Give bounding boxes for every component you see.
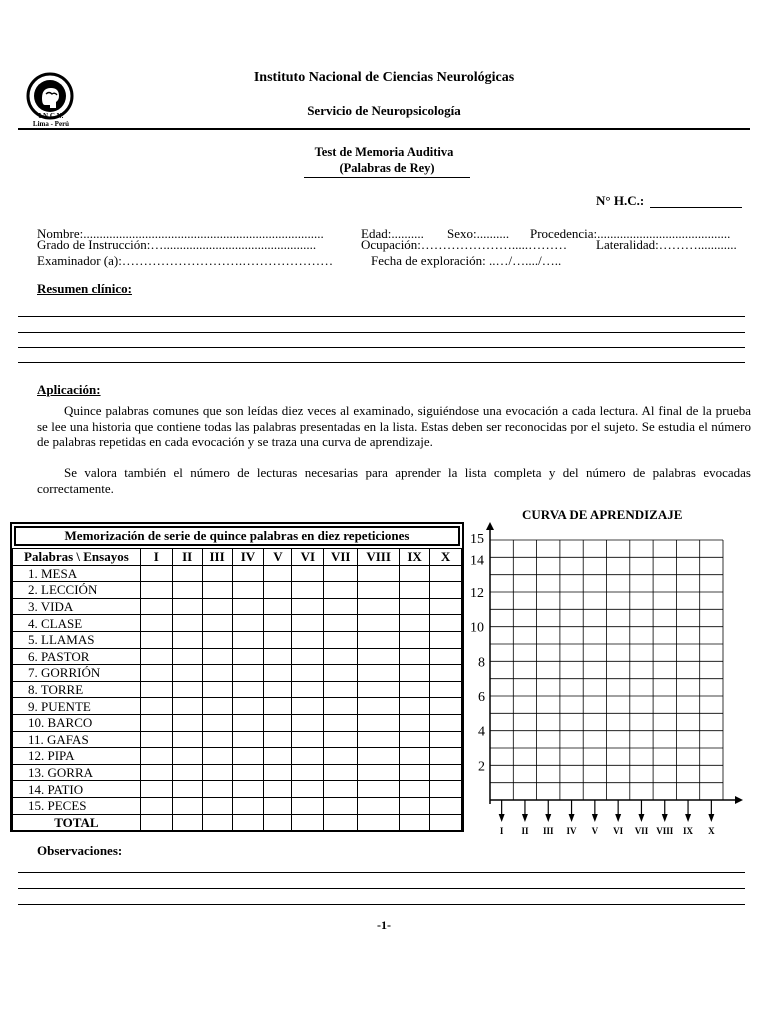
- aplicacion-paragraph-1: [37, 403, 751, 450]
- score-cell[interactable]: [400, 582, 430, 599]
- score-cell[interactable]: [430, 665, 462, 682]
- score-cell[interactable]: [232, 565, 264, 582]
- table-row: [13, 582, 462, 599]
- edad-field[interactable]: Edad:..........: [361, 226, 424, 241]
- score-cell[interactable]: [172, 781, 202, 798]
- score-cell[interactable]: [264, 814, 292, 831]
- score-cell[interactable]: [140, 665, 172, 682]
- x-tick-arrowhead: [638, 814, 644, 822]
- score-cell[interactable]: [324, 598, 358, 615]
- table-header-row: [13, 549, 462, 566]
- score-cell[interactable]: [400, 698, 430, 715]
- ocupacion-field[interactable]: Ocupación:………………….....………: [361, 237, 568, 252]
- score-cell[interactable]: [172, 582, 202, 599]
- hc-field[interactable]: [650, 207, 742, 208]
- y-tick-label: 6: [478, 690, 485, 705]
- score-cell[interactable]: [264, 731, 292, 748]
- score-cell[interactable]: [264, 598, 292, 615]
- score-cell[interactable]: [358, 764, 400, 781]
- score-cell[interactable]: [140, 598, 172, 615]
- score-cell[interactable]: [292, 681, 324, 698]
- score-cell[interactable]: [292, 731, 324, 748]
- score-cell[interactable]: [358, 565, 400, 582]
- word-label: 14. PATIO: [13, 781, 141, 798]
- x-tick-arrowhead: [662, 814, 668, 822]
- resumen-line[interactable]: [18, 332, 745, 333]
- x-tick-label: VII: [634, 826, 649, 836]
- x-tick-arrowhead: [592, 814, 598, 822]
- x-tick-label: VIII: [656, 826, 674, 836]
- score-cell[interactable]: [232, 714, 264, 731]
- word-label: 11. GAFAS: [13, 731, 141, 748]
- score-cell[interactable]: [232, 748, 264, 765]
- score-cell[interactable]: [358, 615, 400, 632]
- score-cell[interactable]: [292, 781, 324, 798]
- score-cell[interactable]: [400, 598, 430, 615]
- x-tick-arrowhead: [499, 814, 505, 822]
- word-label: 12. PIPA: [13, 748, 141, 765]
- score-cell[interactable]: [140, 615, 172, 632]
- word-label: 4. CLASE: [13, 615, 141, 632]
- word-label: 3. VIDA: [13, 598, 141, 615]
- procedencia-field[interactable]: Procedencia:.........................................: [530, 226, 731, 241]
- score-cell[interactable]: [292, 764, 324, 781]
- score-cell[interactable]: [264, 631, 292, 648]
- score-cell[interactable]: [430, 748, 462, 765]
- table-row: [13, 714, 462, 731]
- observaciones-line[interactable]: [18, 888, 745, 889]
- memorization-grid: [12, 548, 462, 831]
- trial-header: VI: [292, 549, 324, 566]
- score-cell[interactable]: [292, 748, 324, 765]
- score-cell[interactable]: [232, 814, 264, 831]
- hc-label: N° H.C.:: [596, 193, 645, 208]
- score-cell[interactable]: [430, 615, 462, 632]
- score-cell[interactable]: [264, 615, 292, 632]
- score-cell[interactable]: [232, 698, 264, 715]
- resumen-line[interactable]: [18, 362, 745, 363]
- page-number: -1-: [377, 918, 391, 932]
- score-cell[interactable]: [202, 764, 232, 781]
- trial-header: V: [264, 549, 292, 566]
- score-cell[interactable]: [172, 565, 202, 582]
- table-row: [13, 648, 462, 665]
- score-cell[interactable]: [400, 714, 430, 731]
- score-cell[interactable]: [292, 665, 324, 682]
- fecha-field[interactable]: Fecha de exploración: ..…/…..../…..: [371, 253, 562, 268]
- score-cell[interactable]: [140, 797, 172, 814]
- score-cell[interactable]: [140, 698, 172, 715]
- logo-subtext: Lima - Perú: [32, 120, 70, 128]
- y-tick-label: 10: [470, 620, 484, 636]
- score-cell[interactable]: [232, 665, 264, 682]
- score-cell[interactable]: [172, 665, 202, 682]
- table-row: [13, 681, 462, 698]
- score-cell[interactable]: [324, 698, 358, 715]
- observaciones-line[interactable]: [18, 904, 745, 905]
- score-cell[interactable]: [232, 631, 264, 648]
- score-cell[interactable]: [202, 714, 232, 731]
- score-cell[interactable]: [202, 631, 232, 648]
- score-cell[interactable]: [202, 615, 232, 632]
- score-cell[interactable]: [264, 764, 292, 781]
- score-cell[interactable]: [172, 714, 202, 731]
- score-cell[interactable]: [430, 598, 462, 615]
- score-cell[interactable]: [400, 665, 430, 682]
- aplicacion-text-1: Quince palabras comunes que son leídas diez veces al examinado, siguiéndose una evocación a cada lectura. Al final de la prueba se lee una historia que contiene todas las palabras presentadas en la lista. Estas deben ser reconocidas por el sujeto. Se estudia el número de palabras repetidas en cada evocación y se traza una curva de aprendizaje.: [37, 403, 751, 449]
- score-cell[interactable]: [400, 648, 430, 665]
- y-tick-label: 4: [478, 724, 485, 740]
- word-label: 2. LECCIÓN: [13, 582, 141, 599]
- x-tick-arrowhead: [545, 814, 551, 822]
- score-cell[interactable]: [324, 797, 358, 814]
- score-cell[interactable]: [232, 615, 264, 632]
- score-cell[interactable]: [202, 748, 232, 765]
- score-cell[interactable]: [292, 714, 324, 731]
- y-tick-label: 8: [478, 655, 485, 671]
- table-row: [13, 631, 462, 648]
- header-palabras-ensayos: Palabras \ Ensayos: [13, 549, 141, 566]
- score-cell[interactable]: [400, 781, 430, 798]
- score-cell[interactable]: [140, 781, 172, 798]
- y-tick-label: 15: [470, 532, 484, 547]
- score-cell[interactable]: [232, 797, 264, 814]
- score-cell[interactable]: [140, 648, 172, 665]
- score-cell[interactable]: [358, 781, 400, 798]
- x-tick-label: V: [591, 826, 599, 836]
- score-cell[interactable]: [324, 731, 358, 748]
- score-cell[interactable]: [324, 565, 358, 582]
- score-cell[interactable]: [430, 764, 462, 781]
- score-cell[interactable]: [172, 648, 202, 665]
- test-title: Test de Memoria Auditiva: [314, 145, 454, 159]
- y-tick-label: 12: [470, 586, 484, 601]
- score-cell[interactable]: [292, 698, 324, 715]
- score-cell[interactable]: [324, 764, 358, 781]
- x-tick-label: II: [521, 826, 529, 836]
- lateralidad-field[interactable]: Lateralidad:………............: [596, 237, 737, 252]
- score-cell[interactable]: [264, 781, 292, 798]
- logo-text: I.N.C.N.: [38, 112, 64, 120]
- score-cell[interactable]: [202, 582, 232, 599]
- score-cell[interactable]: [172, 764, 202, 781]
- score-cell[interactable]: [292, 814, 324, 831]
- score-cell[interactable]: [172, 814, 202, 831]
- score-cell[interactable]: [430, 731, 462, 748]
- table-row: [13, 731, 462, 748]
- table-row: [13, 764, 462, 781]
- learning-curve-chart: [466, 520, 748, 836]
- score-cell[interactable]: [430, 797, 462, 814]
- table-row: [13, 748, 462, 765]
- score-cell[interactable]: [232, 648, 264, 665]
- score-cell[interactable]: [202, 797, 232, 814]
- score-cell[interactable]: [430, 814, 462, 831]
- table-row: [13, 698, 462, 715]
- score-cell[interactable]: [430, 565, 462, 582]
- score-cell[interactable]: [202, 731, 232, 748]
- score-cell[interactable]: [202, 698, 232, 715]
- word-label: 6. PASTOR: [13, 648, 141, 665]
- score-cell[interactable]: [264, 665, 292, 682]
- trial-header: VII: [324, 549, 358, 566]
- x-tick-label: X: [708, 826, 715, 836]
- score-cell[interactable]: [430, 582, 462, 599]
- resumen-line[interactable]: [18, 347, 745, 348]
- score-cell[interactable]: [264, 582, 292, 599]
- score-cell[interactable]: [324, 615, 358, 632]
- score-cell[interactable]: [202, 814, 232, 831]
- score-cell[interactable]: [324, 582, 358, 599]
- observaciones-title: Observaciones:: [37, 843, 123, 858]
- x-tick-label: VI: [613, 826, 624, 836]
- score-cell[interactable]: [358, 681, 400, 698]
- nombre-field[interactable]: Nombre:..........................................................................: [37, 226, 324, 241]
- score-cell[interactable]: [172, 631, 202, 648]
- score-cell[interactable]: [232, 598, 264, 615]
- score-cell[interactable]: [140, 748, 172, 765]
- score-cell[interactable]: [400, 764, 430, 781]
- table-row: [13, 598, 462, 615]
- trial-header: VIII: [358, 549, 400, 566]
- score-cell[interactable]: [292, 565, 324, 582]
- score-cell[interactable]: [264, 797, 292, 814]
- institute-name: Instituto Nacional de Ciencias Neurológicas: [253, 70, 515, 85]
- score-cell[interactable]: [264, 565, 292, 582]
- score-cell[interactable]: [324, 631, 358, 648]
- score-cell[interactable]: [292, 582, 324, 599]
- score-cell[interactable]: [172, 615, 202, 632]
- word-label: 7. GORRIÓN: [13, 665, 141, 682]
- x-axis-arrow: [735, 796, 743, 804]
- trial-header: II: [172, 549, 202, 566]
- score-cell[interactable]: [172, 748, 202, 765]
- word-label: 13. GORRA: [13, 764, 141, 781]
- score-cell[interactable]: [232, 582, 264, 599]
- chart-title: CURVA DE APRENDIZAJE: [522, 507, 683, 522]
- grado-field[interactable]: Grado de Instrucción:…...............................................: [37, 237, 317, 252]
- word-label: 10. BARCO: [13, 714, 141, 731]
- score-cell[interactable]: [292, 615, 324, 632]
- trial-header: IV: [232, 549, 264, 566]
- score-cell[interactable]: [430, 631, 462, 648]
- service-name: Servicio de Neuropsicología: [307, 103, 461, 118]
- word-label: 5. LLAMAS: [13, 631, 141, 648]
- memorization-table: [10, 522, 464, 832]
- score-cell[interactable]: [358, 814, 400, 831]
- score-cell[interactable]: [324, 714, 358, 731]
- score-cell[interactable]: [358, 648, 400, 665]
- score-cell[interactable]: [172, 681, 202, 698]
- score-cell[interactable]: [430, 648, 462, 665]
- score-cell[interactable]: [140, 582, 172, 599]
- y-tick-label: 2: [478, 759, 485, 775]
- score-cell[interactable]: [430, 698, 462, 715]
- y-axis-arrow: [486, 522, 494, 530]
- score-cell[interactable]: [140, 681, 172, 698]
- score-cell[interactable]: [324, 648, 358, 665]
- score-cell[interactable]: [400, 615, 430, 632]
- score-cell[interactable]: [400, 565, 430, 582]
- score-cell[interactable]: [264, 681, 292, 698]
- score-cell[interactable]: [400, 681, 430, 698]
- score-cell[interactable]: [400, 631, 430, 648]
- score-cell[interactable]: [140, 631, 172, 648]
- score-cell[interactable]: [232, 764, 264, 781]
- score-cell[interactable]: [140, 731, 172, 748]
- score-cell[interactable]: [358, 731, 400, 748]
- score-cell[interactable]: [172, 797, 202, 814]
- score-cell[interactable]: [358, 714, 400, 731]
- word-label: 9. PUENTE: [13, 698, 141, 715]
- examinador-field[interactable]: Examinador (a):……………………….…………………: [37, 253, 334, 268]
- trial-header: III: [202, 549, 232, 566]
- aplicacion-text-2: Se valora también el número de lecturas necesarias para aprender la lista completa y del número de palabras evocadas correctamente.: [37, 465, 751, 496]
- x-tick-arrowhead: [522, 814, 528, 822]
- score-cell[interactable]: [430, 781, 462, 798]
- table-title: Memorización de serie de quince palabras en diez repeticiones: [14, 526, 460, 546]
- score-cell[interactable]: [292, 631, 324, 648]
- score-cell[interactable]: [140, 565, 172, 582]
- aplicacion-title: Aplicación:: [37, 382, 101, 397]
- total-label: TOTAL: [13, 814, 141, 831]
- table-row: [13, 565, 462, 582]
- score-cell[interactable]: [400, 748, 430, 765]
- trial-header: IX: [400, 549, 430, 566]
- x-tick-label: IV: [566, 826, 577, 836]
- score-cell[interactable]: [202, 665, 232, 682]
- score-cell[interactable]: [140, 764, 172, 781]
- table-row: [13, 615, 462, 632]
- resumen-title: Resumen clínico:: [37, 281, 132, 296]
- x-tick-label: IX: [683, 826, 694, 836]
- total-row: [13, 814, 462, 831]
- x-tick-arrowhead: [685, 814, 691, 822]
- x-tick-arrowhead: [708, 814, 714, 822]
- score-cell[interactable]: [172, 731, 202, 748]
- score-cell[interactable]: [202, 681, 232, 698]
- score-cell[interactable]: [324, 814, 358, 831]
- score-cell[interactable]: [358, 598, 400, 615]
- score-cell[interactable]: [232, 731, 264, 748]
- score-cell[interactable]: [292, 797, 324, 814]
- score-cell[interactable]: [430, 714, 462, 731]
- score-cell[interactable]: [324, 681, 358, 698]
- score-cell[interactable]: [264, 748, 292, 765]
- score-cell[interactable]: [264, 698, 292, 715]
- word-label: 1. MESA: [13, 565, 141, 582]
- word-label: 8. TORRE: [13, 681, 141, 698]
- table-row: [13, 781, 462, 798]
- score-cell[interactable]: [232, 681, 264, 698]
- table-row: [13, 797, 462, 814]
- score-cell[interactable]: [264, 714, 292, 731]
- x-tick-label: III: [542, 826, 554, 836]
- trial-header: X: [430, 549, 462, 566]
- x-tick-arrowhead: [615, 814, 621, 822]
- score-cell[interactable]: [202, 565, 232, 582]
- test-subtitle: (Palabras de Rey): [304, 161, 470, 178]
- score-cell[interactable]: [400, 731, 430, 748]
- score-cell[interactable]: [400, 814, 430, 831]
- score-cell[interactable]: [358, 748, 400, 765]
- score-cell[interactable]: [358, 665, 400, 682]
- score-cell[interactable]: [292, 648, 324, 665]
- score-cell[interactable]: [430, 681, 462, 698]
- header-divider: [18, 128, 750, 130]
- table-row: [13, 665, 462, 682]
- score-cell[interactable]: [172, 598, 202, 615]
- score-cell[interactable]: [140, 814, 172, 831]
- aplicacion-paragraph-2: [37, 465, 751, 496]
- score-cell[interactable]: [324, 748, 358, 765]
- score-cell[interactable]: [358, 698, 400, 715]
- word-label: 15. PECES: [13, 797, 141, 814]
- score-cell[interactable]: [202, 598, 232, 615]
- score-cell[interactable]: [202, 781, 232, 798]
- observaciones-line[interactable]: [18, 872, 745, 873]
- score-cell[interactable]: [324, 781, 358, 798]
- y-tick-label: 14: [470, 553, 484, 569]
- score-cell[interactable]: [140, 714, 172, 731]
- score-cell[interactable]: [292, 598, 324, 615]
- score-cell[interactable]: [358, 631, 400, 648]
- x-tick-label: I: [499, 826, 504, 836]
- score-cell[interactable]: [358, 797, 400, 814]
- score-cell[interactable]: [324, 665, 358, 682]
- sexo-field[interactable]: Sexo:..........: [447, 226, 510, 241]
- score-cell[interactable]: [172, 698, 202, 715]
- score-cell[interactable]: [400, 797, 430, 814]
- resumen-line[interactable]: [18, 316, 745, 317]
- trial-header: I: [140, 549, 172, 566]
- score-cell[interactable]: [358, 582, 400, 599]
- score-cell[interactable]: [264, 648, 292, 665]
- score-cell[interactable]: [232, 781, 264, 798]
- x-tick-arrowhead: [569, 814, 575, 822]
- score-cell[interactable]: [202, 648, 232, 665]
